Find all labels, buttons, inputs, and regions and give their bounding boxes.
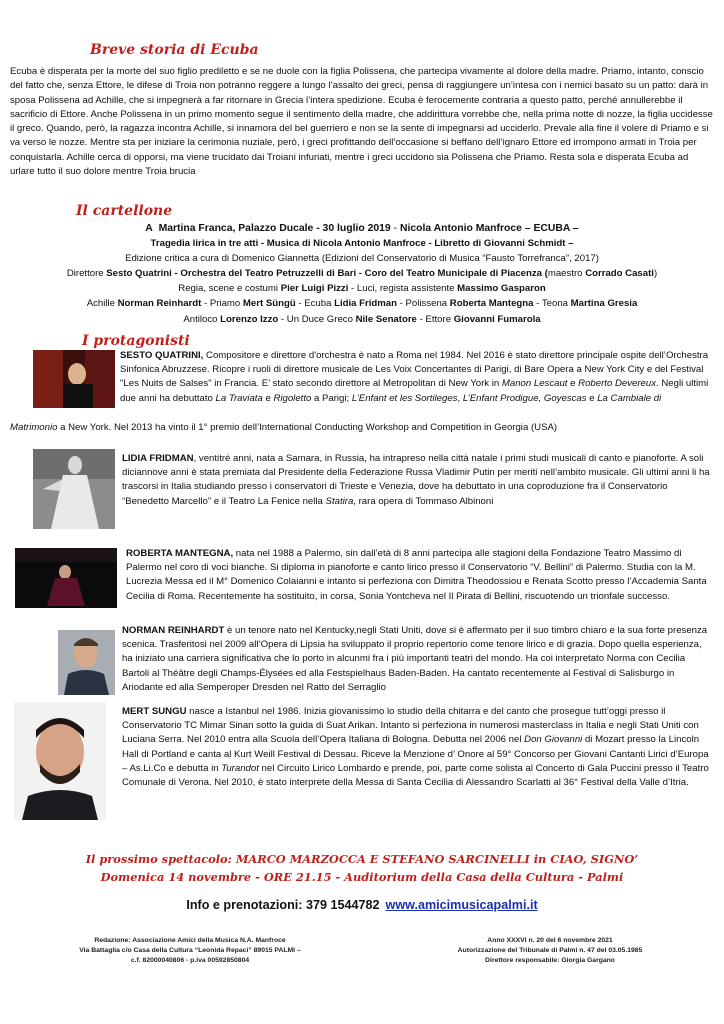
bio-sesto-quatrini-cont (10, 421, 714, 435)
protagonisti-title: I protagonisti (82, 333, 190, 349)
footer-right (400, 936, 700, 966)
bio-name: ROBERTA MANTEGNA, (126, 548, 234, 559)
bio-text: , rara opera di Tommaso Albinoni (353, 495, 494, 507)
cast-name: Lidia Fridman (334, 298, 397, 310)
website-link[interactable]: www.amicimusicapalmi.it (385, 898, 538, 912)
cast-role: - Luci, regista assistente (348, 283, 458, 295)
bio-mert-sungu (122, 705, 712, 790)
cast-orchestra: - Orchestra del Teatro Petruzzelli di Bari - Coro del Teatro Municipale di Piacenza ( (171, 268, 548, 280)
cast-name: Nile Senatore (355, 313, 417, 325)
bio-text: , (457, 392, 463, 404)
bio-roberta-mantegna (126, 547, 712, 604)
info-line (10, 898, 714, 912)
bio-text: è un tenore nato nel Kentucky,negli Stati Uniti, dove si è affermato per il suo timbro chiaro e la sua forte presenza scenica. Trasferitosi nel 2009 all’Opera di Lipsia ha sviluppato il proprio repertorio come tenore lirico e di grazia. Dopo quella esperienza, ha iniziato una carriera significativa che lo porto in alcunmi fra i più importanti teatri del mondo. Ha coi interpretato Norma con Cecilia Bartoli al Théâtre degli Champs-Élysées ed alla Festspielhaus Baden-Baden. Ha cantato recentemente al Festival di Salisburgo in Ariodante ed alla Semperoper Dresden nel Ratto del Serraglio (122, 625, 708, 693)
bio-text: di Mozart presso la Lincoln Hall di Portland e canta al Kurt Weill Festival di Dessau. Riceve la Menzione d’ Onore al 59° Concorso per Giovani Cantanti Lirici d’Europa – As.Li.Co e debutta in (122, 734, 709, 774)
bio-text: e (567, 378, 579, 390)
work-title: L’Enfant Prodigue, Goyescas (462, 392, 587, 404)
cast-role: Regia, scene e costumi (178, 283, 281, 295)
bio-text: e (262, 392, 274, 404)
cast-paren: ) (653, 268, 658, 280)
bio-name: MERT SUNGU (122, 706, 187, 717)
work-title: L’Enfant et les Sortileges (351, 392, 458, 404)
cartellone-line-1 (10, 221, 714, 236)
cast-name: Pier Luigi Pizzi (280, 283, 349, 295)
bio-norman-reinhardt (122, 624, 712, 695)
photo-sesto-quatrini (33, 350, 115, 408)
cartellone-line-5 (10, 281, 714, 296)
work-title: Statira (325, 495, 354, 507)
cast-role: - Teona (533, 298, 571, 310)
cast-role: - Un Duce Greco (278, 313, 356, 325)
cartellone-line-4 (10, 266, 714, 281)
bio-text: nel Circuito Lirico Lombardo e prende, poi, parte come solista al Concerto di Gala Puccini presso il Teatro Comunale di Verona. Nel 2010, è stato interprete della Messa di Santa Cecilia di Alessandro Scarlatti al 36° Festival della Valle d’Itria. (122, 762, 709, 789)
bio-text: Compositore e direttore d'orchestra è nato a Roma nel 1984. Nel 2016 è stato direttore principale ospite dell’Orchestra Sinfonica Abruzzese. Ricopre i ruoli di direttore musicale de Les Voix Concertantes di Parigi, di Bare Opera a New York City e del Festival "Les Nuits de Salses" in Francia. E’ stato secondo direttore al Metropolitan di New York in (120, 350, 709, 390)
bio-text: , ventitré anni, nata a Samara, in Russia, ha intrapreso nella città natale i primi studi musicali di canto e pianoforte. A soli diciannove anni è stata premiata dal Presidente della Federazione Russa Vladimir Putin per meriti nell’ambito musicale. Gli ultimi anni li ha trascorsi in Italia studiando presso i conservatori di Trieste e Venezia, dove ha debuttato in una coproduzione fra il Conservatorio “Benedetto Marcello” e il Teatro La Fenice nella (122, 453, 710, 507)
cast-role: - Priamo (201, 298, 243, 310)
next-event-title: Il prossimo spettacolo: MARCO MARZOCCA E STEFANO SARCINELLI in CIAO, SIGNO’ (85, 852, 639, 866)
cast-name: Martina Gresia (570, 298, 638, 310)
story-text: Ecuba è disperata per la morte del suo figlio prediletto e se ne duole con la figlia Polissena, che partecipa vivamente al dolore della madre. Priamo, intanto, conscio del fatto che, senza Ettore, le difese di Troia non potranno reggere a lungo l’assalto dei greci, pensa di raggiungere un’intesa con i nemici basato su un patto: darà in sposa Polissena ad Achille, che si impegnerà a far ritornare in Grecia l’intera spedizione. Ecuba è ferocemente contraria a questo patto, perché annullerebbe il sacrificio di Ettore. Anche Polissena in un primo momento segue il sentimento della madre, che addirittura vorrebbe che, nella prima notte di nozze, la figlia uccidesse il greco. Quando, però, la ragazza incontra Achille, si innamora del bel guerriero e non se la sente di impegnarsi ad ucciderlo. Prevale alla fine il volere di Priamo e si va verso le nozze. Mentre sta per iniziare la cerimonia nuziale, però, i greci profittando dell’occasione si beffano dell’ignaro Ettore ed irrompono armati in Troia per conquistarla. Achille cerca di opporsi, ma viene trucidato dai Troiani infuriati, mentre i greci uccidono sia Polissena che Priamo. Resta sola e disperata Ecuba ad urlare tutto il suo dolore mentre Troia brucia (10, 66, 713, 178)
bio-text: a Parigi; (311, 392, 352, 404)
cartellone-work: Nicola Antonio Manfroce – ECUBA – (399, 223, 579, 234)
cast-name: Norman Reinhardt (117, 298, 202, 310)
cast-name: Lorenzo Izzo (220, 313, 279, 325)
footer-issue: Anno XXXVI n. 20 del 6 novembre 2021 (487, 937, 613, 944)
cast-role: Direttore (66, 268, 107, 280)
footer-authorization: Autorizzazione del Tribunale di Palmi n. 47 del 03.05.1985 (457, 947, 643, 954)
work-title: Rigoletto (273, 392, 312, 404)
bio-lidia-fridman (122, 452, 712, 509)
footer-address: Via Battaglia c/o Casa della Cultura “Leonida Repaci” 89015 PALMI – (79, 947, 301, 954)
cartellone-block (10, 221, 714, 327)
bio-text: nata nel 1988 a Palermo, sin dall’età di 8 anni partecipa alle stagioni della Fondazione Teatro Massimo di Palermo nel coro di voci bianche. Si diploma in pianoforte e canto lirico presso il Conservatorio “V. Bellini” di Palermo. Studia con la M. Lucrezia Messa ed il M° Domenico Colaianni e intanto si perfeziona con Dimitra Theodossiou e Renata Scotto presso l’Accademia Santa Cecilia di Roma. Recentemente ha sostituito, in corsa, Sonia Yontcheva nel Il Pirata di Bellini, riscuotendo un trionfale successo. (126, 548, 707, 602)
cartellone-line-2 (10, 236, 714, 251)
footer-editor: Direttore responsabile: Giorgia Gargano (485, 957, 615, 964)
work-title: Turandot (221, 762, 259, 774)
cast-role: maestro (547, 268, 586, 280)
bio-sesto-quatrini (120, 349, 712, 406)
cartellone-line-3: Edizione critica a cura di Domenico Giannetta (Edizioni del Conservatorio di Musica “Fausto Torrefranca”, 2017) (125, 253, 599, 265)
cast-name: Sesto Quatrini (106, 268, 172, 280)
cast-name: Giovanni Fumarola (453, 313, 541, 325)
cartellone-line-7 (10, 312, 714, 327)
photo-norman-reinhardt (58, 630, 115, 695)
cartellone-place: Martina Franca, Palazzo Ducale - 30 luglio 2019 (158, 223, 391, 234)
work-title: Roberto Devereux (578, 378, 657, 390)
bio-text: a New York. Nel 2013 ha vinto il 1° premio dell’International Conducting Workshop and Competition in Georgia (USA) (57, 422, 558, 433)
photo-lidia-fridman (33, 449, 115, 529)
footer-publisher: Redazione: Associazione Amici della Musica N.A. Manfroce (94, 937, 286, 944)
cast-role: - Ecuba (295, 298, 335, 310)
cast-name: Corrado Casati (585, 268, 654, 280)
cast-name: Roberta Mantegna (449, 298, 534, 310)
story-title: Breve storia di Ecuba (90, 42, 259, 58)
bio-name: NORMAN REINHARDT (122, 625, 225, 636)
cast-name: Mert Süngü (242, 298, 296, 310)
work-title: La Cambiale di (597, 392, 662, 404)
work-title: La Traviata (215, 392, 263, 404)
bio-name: SESTO QUATRINI, (120, 350, 204, 361)
footer-left (40, 936, 340, 966)
cartellone-prefix: A (145, 223, 153, 234)
bio-name: LIDIA FRIDMAN (122, 453, 194, 464)
photo-mert-sungu (14, 702, 106, 820)
cast-role: - Polissena (397, 298, 450, 310)
bio-text: e (586, 392, 598, 404)
bio-text: . Negli ultimi due anni ha debuttato (120, 378, 709, 404)
cartellone-subtitle: Tragedia lirica in tre atti - Musica di Nicola Antonio Manfroce - Libretto di Giovanni Schmidt – (150, 238, 574, 250)
photo-roberta-mantegna (15, 548, 117, 608)
work-title: Don Giovanni (524, 734, 583, 746)
cartellone-line-6 (10, 296, 714, 311)
bio-text: nasce a Istanbul nel 1986. Inizia giovanissimo lo studio della chitarra e del canto che prosegue tutt’oggi presso il Conservatorio TC Mimar Sinan sotto la guida di Suat Arikan. Intanto si perfeziona in numerosi masterclass in Italia e negli Stati Uniti con Luciana Serra. Nel 2010 entra alla Scuola dell’Opera Italiana di Bologna. Debutta nel 2006 nel (122, 706, 699, 746)
cartellone-separator: - (390, 223, 400, 234)
work-title: Manon Lescaut (501, 378, 568, 390)
footer-tax: c.f. 82000040806 - p.iva 00592850804 (130, 957, 250, 964)
next-event-date: Domenica 14 novembre - ORE 21.15 - Auditorium della Casa della Cultura - Palmi (100, 870, 624, 884)
info-phone: Info e prenotazioni: 379 1544782 (186, 898, 380, 912)
cast-role: Antiloco (183, 313, 221, 325)
cast-role: - Ettore (416, 313, 454, 325)
cast-role: Achille (86, 298, 118, 310)
cartellone-title: Il cartellone (76, 203, 173, 219)
work-title: Matrimonio (10, 422, 58, 433)
cast-name: Massimo Gasparon (457, 283, 546, 295)
